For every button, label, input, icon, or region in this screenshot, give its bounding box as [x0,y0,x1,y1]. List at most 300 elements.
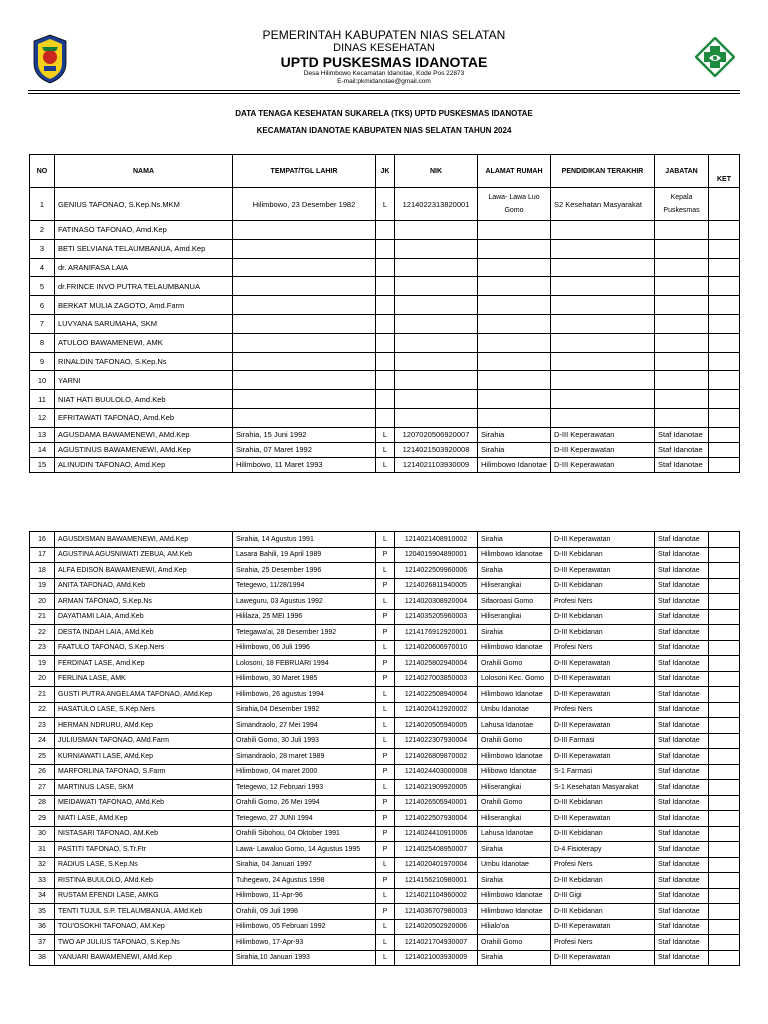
cell-no: 20 [30,594,55,610]
cell-jk: L [376,888,395,904]
cell-nik: 1204015904890001 [395,547,478,563]
cell-jabatan [655,314,709,333]
cell-jabatan [655,352,709,371]
cell-ket [709,442,740,457]
cell-ket [709,919,740,935]
cell-pendidikan: Profesi Ners [551,640,655,656]
cell-nama: AGUSTINA AGUSNIWATI ZEBUA, AM.Keb [55,547,233,563]
cell-pendidikan [551,371,655,390]
table-row [30,277,740,296]
cell-ttl: Sirahia,04 Desember 1992 [233,702,376,718]
cell-ttl: Sirahia, 15 Juni 1992 [233,427,376,442]
cell-pendidikan [551,296,655,315]
cell-alamat: Hiliserangkai [478,609,551,625]
cell-pendidikan: D-III Kebidanan [551,826,655,842]
cell-jabatan [655,390,709,409]
cell-pendidikan: D-III Kebidanan [551,578,655,594]
cell-alamat: Sirahia [478,950,551,966]
cell-nik: 1214021704930007 [395,935,478,951]
cell-alamat: Orahili Gomo [478,795,551,811]
cell-nama: EFRITAWATI TAFONAO, Amd.Keb [55,408,233,427]
cell-no: 30 [30,826,55,842]
cell-nik: 1214026811940005 [395,578,478,594]
cell-pendidikan: D-III Kebidanan [551,795,655,811]
cell-ket [709,258,740,277]
cell-jk: L [376,702,395,718]
cell-jk [376,371,395,390]
cell-alamat [478,390,551,409]
cell-pendidikan: D-III Keperawatan [551,687,655,703]
cell-nama: HASATULO LASE, S.Kep.Ners [55,702,233,718]
cell-nama: RUSTAM EFENDI LASE, AMKG [55,888,233,904]
cell-nama: KURNIAWATI LASE, AMd.Kep [55,749,233,765]
cell-jk: L [376,532,395,548]
table-row [30,457,740,472]
col-header-jk: JK [376,155,395,188]
cell-no: 9 [30,352,55,371]
table-row [30,547,740,563]
cell-alamat: Hilimbowo Idanotae [478,904,551,920]
cell-jk: L [376,857,395,873]
cell-jk: P [376,625,395,641]
cell-nik [395,277,478,296]
table-row [30,702,740,718]
cell-nama: AGUSDISMAN BAWAMENEWI, AMd.Kep [55,532,233,548]
table-row [30,442,740,457]
cell-ttl: Lasara Bahili, 19 April 1989 [233,547,376,563]
cell-jk: P [376,547,395,563]
cell-nama: NIATI LASE, AMd.Kep [55,811,233,827]
table-row [30,842,740,858]
cell-ttl [233,371,376,390]
cell-ket [709,427,740,442]
cell-nik: 1214026809870002 [395,749,478,765]
cell-alamat: Umbu Idanotae [478,702,551,718]
cell-ket [709,904,740,920]
cell-alamat [478,258,551,277]
cell-nik: 1214025802940004 [395,656,478,672]
table-row [30,578,740,594]
table-row [30,640,740,656]
cell-ket [709,764,740,780]
cell-jabatan: Staf Idanotae [655,547,709,563]
cell-jk: P [376,609,395,625]
cell-jabatan: Kepala Puskesmas [655,188,709,221]
cell-no: 2 [30,221,55,240]
cell-jk: P [376,904,395,920]
cell-no: 3 [30,239,55,258]
header-divider-thin [28,93,740,94]
cell-no: 28 [30,795,55,811]
cell-nik [395,408,478,427]
cell-ket [709,314,740,333]
cell-ket [709,857,740,873]
cell-alamat: Hilimbowo Idanotae [478,687,551,703]
cell-jk: L [376,442,395,457]
cell-jk: P [376,578,395,594]
cell-nik: 1214021003930009 [395,950,478,966]
cell-nik: 1214035205960003 [395,609,478,625]
cell-ket [709,702,740,718]
cell-alamat [478,239,551,258]
cell-ket [709,333,740,352]
cell-ttl: Tetegewo, 27 JUNI 1994 [233,811,376,827]
cell-ket [709,950,740,966]
cell-nik: 1214020401970004 [395,857,478,873]
cell-jk [376,390,395,409]
cell-jabatan: Staf Idanotae [655,532,709,548]
cell-jk: P [376,656,395,672]
cell-jabatan [655,221,709,240]
cell-nik: 1214176912920001 [395,625,478,641]
cell-jabatan: Staf Idanotae [655,950,709,966]
cell-alamat [478,314,551,333]
cell-nik: 1214021503920008 [395,442,478,457]
cell-ket [709,640,740,656]
cell-jk [376,314,395,333]
cell-jabatan: Staf Idanotae [655,795,709,811]
cell-nik [395,333,478,352]
cell-nama: LUVYANA SARUMAHA, SKM [55,314,233,333]
cell-ket [709,296,740,315]
cell-no: 34 [30,888,55,904]
cell-ket [709,625,740,641]
cell-alamat [478,277,551,296]
cell-nik: 1214020502920006 [395,919,478,935]
cell-jabatan [655,239,709,258]
cell-pendidikan: D-III Farmasi [551,733,655,749]
cell-jabatan: Staf Idanotae [655,888,709,904]
cell-pendidikan: D-III Kebidanan [551,625,655,641]
cell-alamat: Lawa- Lawa Luo Gomo [478,188,551,221]
cell-ttl [233,296,376,315]
cell-jabatan: Staf Idanotae [655,563,709,579]
cell-jabatan [655,258,709,277]
cell-alamat: Sirahia [478,873,551,889]
cell-ket [709,826,740,842]
cell-ttl: Tuhegewo, 24 Agustus 1998 [233,873,376,889]
cell-ket [709,457,740,472]
cell-jabatan: Staf Idanotae [655,857,709,873]
cell-pendidikan: Profesi Ners [551,857,655,873]
cell-pendidikan: D-III Keperawatan [551,671,655,687]
cell-jabatan: Staf Idanotae [655,656,709,672]
cell-nik: 1214022508940004 [395,687,478,703]
cell-alamat: Orahili Gomo [478,733,551,749]
cell-jk: P [376,826,395,842]
cell-jk [376,239,395,258]
cell-ket [709,532,740,548]
cell-jk: L [376,188,395,221]
cell-ttl: Lawa- Lawaluo Gomo, 14 Agustus 1995 [233,842,376,858]
cell-ket [709,811,740,827]
cell-ttl: Hilimbowo, 11 Maret 1993 [233,457,376,472]
cell-ttl: Hilimbowo, 11-Apr-96 [233,888,376,904]
cell-pendidikan: S2 Kesehatan Masyarakat [551,188,655,221]
cell-pendidikan: D-4 Fisioterapy [551,842,655,858]
cell-no: 1 [30,188,55,221]
cell-jk: L [376,640,395,656]
table-row [30,919,740,935]
cell-no: 16 [30,532,55,548]
cell-jabatan: Staf Idanotae [655,811,709,827]
cell-ket [709,277,740,296]
cell-alamat [478,333,551,352]
cell-ttl: Tetegewo, 11/28/1994 [233,578,376,594]
cell-nama: YANUARI BAWAMENEWI, AMd.Kep [55,950,233,966]
cell-nik [395,296,478,315]
cell-pendidikan [551,352,655,371]
cell-pendidikan [551,408,655,427]
cell-ttl: Tetegewo, 12 Februari 1993 [233,780,376,796]
table-row [30,795,740,811]
cell-ket [709,780,740,796]
cell-nama: AGUSDAMA BAWAMENEWI, AMd.Kep [55,427,233,442]
cell-nama: ATULOO BAWAMENEWI, AMK [55,333,233,352]
cell-jabatan: Staf Idanotae [655,578,709,594]
cell-ttl: Hilimbowo, 17-Apr-93 [233,935,376,951]
cell-jk [376,221,395,240]
document-title: DATA TENAGA KESEHATAN SUKARELA (TKS) UPTD PUSKESMAS IDANOTAE [235,109,533,118]
table-row [30,609,740,625]
cell-alamat [478,221,551,240]
cell-alamat: Lahusa Idanotae [478,718,551,734]
cell-no: 12 [30,408,55,427]
cell-jk [376,296,395,315]
cell-nama: HERMAN NDRURU, AMd.Kep [55,718,233,734]
cell-pendidikan [551,239,655,258]
cell-nama: BETI SELVIANA TELAUMBANUA, Amd.Kep [55,239,233,258]
cell-no: 19 [30,578,55,594]
cell-alamat: Sirahia [478,625,551,641]
cell-nama: DAYATIAMI LAIA, Amd.Keb [55,609,233,625]
cell-no: 32 [30,857,55,873]
cell-alamat: Orahili Gomo [478,656,551,672]
cell-pendidikan: D-III Keperawatan [551,563,655,579]
table-row [30,780,740,796]
header-address: Desa Hilimbowo Kecamatan Idanotae, Kode Pos 22873 [303,70,465,77]
cell-nama: DESTA INDAH LAIA, AMd.Keb [55,625,233,641]
cell-nik [395,371,478,390]
table-header-row [30,155,740,188]
cell-jk: L [376,457,395,472]
cell-ket [709,718,740,734]
cell-nama: FATINASO TAFONAO, Amd.Kep [55,221,233,240]
cell-no: 23 [30,718,55,734]
col-header-nama: NAMA [55,155,233,188]
cell-nik: 1214022507930004 [395,811,478,827]
cell-no: 8 [30,333,55,352]
cell-alamat [478,408,551,427]
cell-nama: MARTINUS LASE, SKM [55,780,233,796]
table-row [30,718,740,734]
cell-jk [376,408,395,427]
cell-nik: 1214022509960006 [395,563,478,579]
cell-jabatan: Staf Idanotae [655,671,709,687]
cell-pendidikan: D-III Keperawatan [551,919,655,935]
cell-nik: 1214022313820001 [395,188,478,221]
cell-alamat: Lolosoni Kec. Gomo [478,671,551,687]
cell-alamat: Hilibowo Idanotae [478,764,551,780]
table-row [30,873,740,889]
cell-pendidikan: Profesi Ners [551,702,655,718]
cell-no: 21 [30,687,55,703]
cell-nik: 1214020308920004 [395,594,478,610]
cell-ttl [233,314,376,333]
cell-pendidikan: D-III Keperawatan [551,749,655,765]
cell-nama: dr.FRINCE INVO PUTRA TELAUMBANUA [55,277,233,296]
cell-nama: NIAT HATI BUULOLO, Amd.Keb [55,390,233,409]
cell-pendidikan: D-III Keperawatan [551,427,655,442]
cell-pendidikan: D-III Keperawatan [551,457,655,472]
table-row [30,427,740,442]
cell-ttl: Laweguru, 03 Agustus 1992 [233,594,376,610]
cell-nama: FERDINAT LASE, Amd.Kep [55,656,233,672]
table-row [30,333,740,352]
header-line-3: UPTD PUSKESMAS IDANOTAE [280,54,488,70]
cell-jabatan: Staf Idanotae [655,780,709,796]
cell-ttl: Sirahia, 04 Januari 1997 [233,857,376,873]
cell-alamat: Sirahia [478,532,551,548]
cell-nama: FERLINA LASE, AMK [55,671,233,687]
cell-alamat: Hilimbowo Idanotae [478,547,551,563]
cell-pendidikan: D-III Kebidanan [551,547,655,563]
cell-no: 26 [30,764,55,780]
cell-ket [709,408,740,427]
cell-no: 22 [30,625,55,641]
cell-ttl: Orahili Gomo, 26 Mei 1994 [233,795,376,811]
cell-no: 13 [30,427,55,442]
table-row [30,563,740,579]
cell-no: 29 [30,811,55,827]
col-header-pendidikan: PENDIDIKAN TERAKHIR [551,155,655,188]
cell-jabatan: Staf Idanotae [655,826,709,842]
cell-pendidikan: D-III Gigi [551,888,655,904]
table-row [30,314,740,333]
cell-alamat: Umbu Idanotae [478,857,551,873]
cell-alamat: Hilimbowo Idanotae [478,457,551,472]
cell-ket [709,188,740,221]
cell-ket [709,594,740,610]
cell-nik: 1214036707980003 [395,904,478,920]
cell-jabatan [655,333,709,352]
cell-jk: L [376,718,395,734]
cell-ket [709,609,740,625]
cell-jabatan: Staf Idanotae [655,842,709,858]
cell-nama: ANITA TAFONAO, AMd.Keb [55,578,233,594]
cell-no: 27 [30,780,55,796]
cell-jabatan: Staf Idanotae [655,919,709,935]
document-subtitle: KECAMATAN IDANOTAE KABUPATEN NIAS SELATAN TAHUN 2024 [256,126,512,135]
cell-nama: RADIUS LASE, S.Kep.Ns [55,857,233,873]
cell-jabatan: Staf Idanotae [655,640,709,656]
cell-nik [395,221,478,240]
cell-jabatan [655,408,709,427]
cell-pendidikan [551,258,655,277]
cell-nik: 1214156210980001 [395,873,478,889]
cell-jabatan: Staf Idanotae [655,702,709,718]
cell-nama: NISTASARI TAFONAO, AM.Keb [55,826,233,842]
cell-jabatan: Staf Idanotae [655,457,709,472]
cell-jk [376,258,395,277]
cell-nama: ALINUDIN TAFONAO, Amd.Kep [55,457,233,472]
cell-jabatan: Staf Idanotae [655,764,709,780]
cell-jabatan [655,371,709,390]
cell-ttl: Simandraolo, 28 maret 1989 [233,749,376,765]
cell-ket [709,795,740,811]
cell-nama: PASTITI TAFONAO, S.Tr.Ftr [55,842,233,858]
table-row [30,749,740,765]
cell-ket [709,888,740,904]
cell-nik: 1214025408950007 [395,842,478,858]
col-header-jabatan: JABATAN [655,155,709,188]
cell-nama: dr. ARANIFASA LAIA [55,258,233,277]
table-row [30,594,740,610]
cell-nik: 1214022307930004 [395,733,478,749]
cell-nik: 1214021103930009 [395,457,478,472]
cell-ttl: Sirahia, 07 Maret 1992 [233,442,376,457]
cell-pendidikan: S-1 Kesehatan Masyarakat [551,780,655,796]
cell-jabatan [655,277,709,296]
cell-nik: 1207020506920007 [395,427,478,442]
cell-pendidikan: D-III Keperawatan [551,442,655,457]
cell-no: 15 [30,457,55,472]
cell-no: 25 [30,749,55,765]
cell-ket [709,371,740,390]
cell-jk: P [376,842,395,858]
cell-pendidikan: D-III Keperawatan [551,656,655,672]
cell-jk: L [376,733,395,749]
cell-jk: P [376,795,395,811]
table-row [30,625,740,641]
cell-nik [395,258,478,277]
col-header-ket: KET [709,155,740,188]
table-row [30,296,740,315]
cell-jk: L [376,687,395,703]
table-row [30,671,740,687]
cell-nama: RISTINA BUULOLO, AMd.Keb [55,873,233,889]
cell-nama: TENTI TUJUL S.P. TELAUMBANUA, AMd.Keb [55,904,233,920]
cell-ttl: Sirahia, 14 Agustus 1991 [233,532,376,548]
col-header-nik: NIK [395,155,478,188]
cell-jabatan: Staf Idanotae [655,935,709,951]
cell-no: 4 [30,258,55,277]
table-row [30,408,740,427]
header-line-1: PEMERINTAH KABUPATEN NIAS SELATAN [262,28,506,42]
cell-ttl [233,390,376,409]
cell-jk [376,352,395,371]
cell-nama: TOU'OSOKHI TAFONAO, AM.Kep [55,919,233,935]
cell-jk [376,277,395,296]
cell-nik [395,239,478,258]
table-row [30,239,740,258]
cell-jabatan: Staf Idanotae [655,625,709,641]
cell-ket [709,733,740,749]
cell-ttl: Hilimbowo, 04 maret 2000 [233,764,376,780]
table-row [30,352,740,371]
cell-jk: P [376,764,395,780]
table-row [30,888,740,904]
cell-nik [395,390,478,409]
cell-ttl [233,221,376,240]
cell-alamat: Hiliserangkai [478,780,551,796]
cell-ket [709,578,740,594]
cell-ket [709,687,740,703]
cell-ttl: Lolosoni, 18 FEBRUARI 1994 [233,656,376,672]
cell-jk: P [376,811,395,827]
table-row [30,371,740,390]
cell-alamat: Hilimbowo Idanotae [478,749,551,765]
